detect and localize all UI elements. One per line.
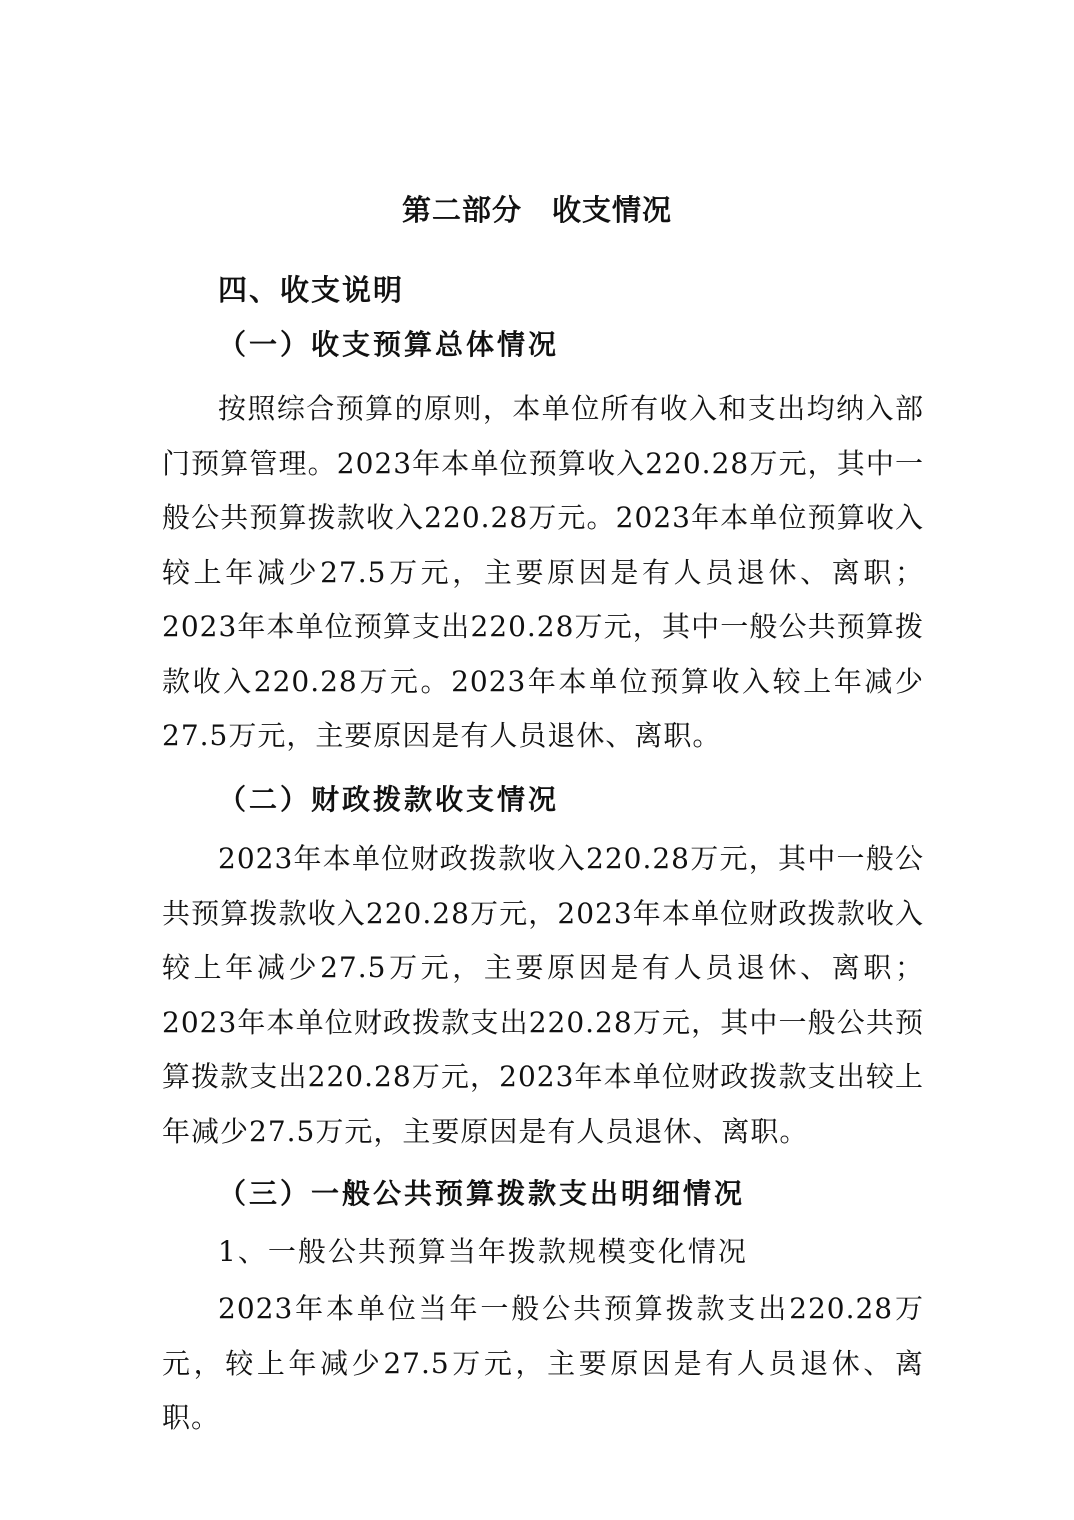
item-heading-1: 1、一般公共预算当年拨款规模变化情况 [218,1235,748,1268]
paragraph-fiscal-appropriation: 2023年本单位财政拨款收入220.28万元，其中一般公共预算拨款收入220.28万元，2023年本单位财政拨款收入较上年减少27.5万元，主要原因是有人员退休、离职；2023年本单位财政拨款支出220.28万元，其中一般公共预算拨款支出220.28万元，2023年本单位财政拨款支出较上年减少27.5万元，主要原因是有人员退休、离职。 [162,842,924,1148]
part-title: 第二部分 收支情况 [401,193,672,227]
paragraph-budget-overview: 按照综合预算的原则，本单位所有收入和支出均纳入部门预算管理。2023年本单位预算收入220.28万元，其中一般公共预算拨款收入220.28万元。2023年本单位预算收入较上年减少27.5万元，主要原因是有人员退休、离职；2023年本单位预算支出220.28万元，其中一般公共预算拨款收入220.28万元。2023年本单位预算收入较上年减少27.5万元，主要原因是有人员退休、离职。 [162,392,924,752]
section-heading-4: 四、收支说明 [218,273,405,307]
subsection-heading-1: （一）收支预算总体情况 [218,328,560,361]
paragraph-appropriation-scale: 2023年本单位当年一般公共预算拨款支出220.28万元，较上年减少27.5万元，主要原因是有人员退休、离职。 [162,1292,924,1434]
subsection-heading-2: （二）财政拨款收支情况 [218,783,560,816]
subsection-heading-3: （三）一般公共预算拨款支出明细情况 [218,1177,746,1210]
